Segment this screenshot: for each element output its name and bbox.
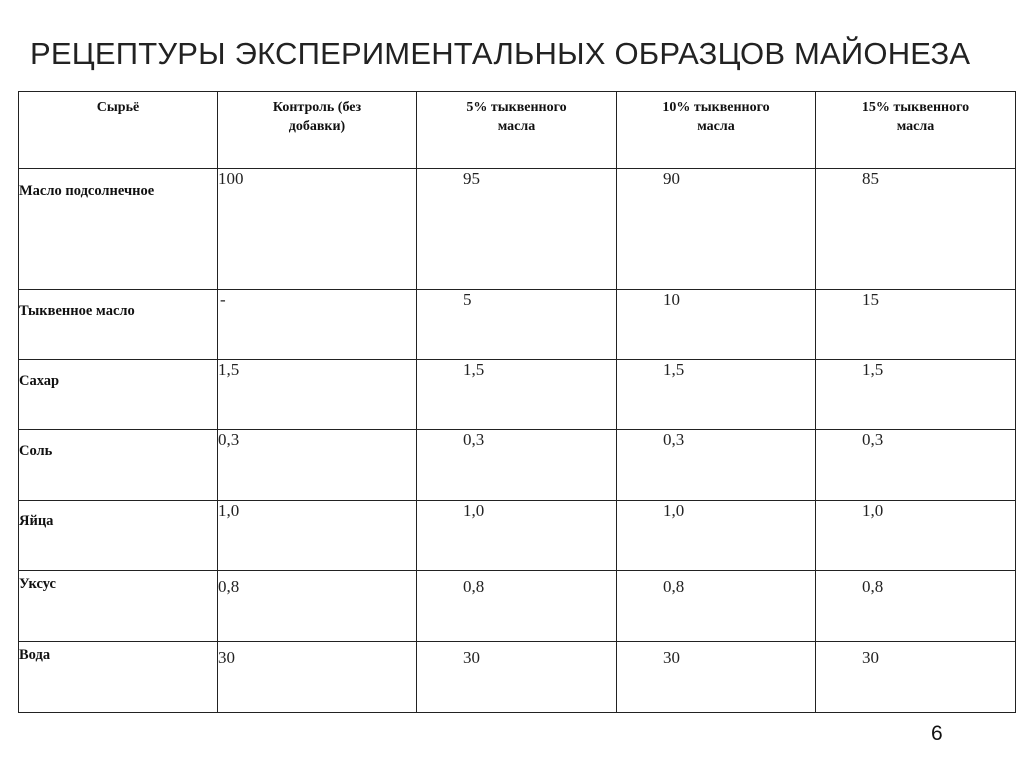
cell-value: 5 xyxy=(417,290,617,360)
cell-value: 0,3 xyxy=(417,430,617,501)
row-label: Соль xyxy=(19,430,218,501)
cell-value: 0,8 xyxy=(617,571,816,642)
cell-value: 1,5 xyxy=(218,360,417,430)
header-cell: 5% тыквенного масла xyxy=(417,92,617,169)
cell-value: - xyxy=(218,290,417,360)
table-row xyxy=(19,169,1016,290)
header-cell: 15% тыквенного масла xyxy=(816,92,1016,169)
cell-value: 85 xyxy=(816,169,1016,290)
row-label: Уксус xyxy=(19,571,218,642)
table-row xyxy=(19,501,1016,571)
recipe-table xyxy=(18,91,1016,713)
row-label: Вода xyxy=(19,642,218,713)
cell-value: 0,3 xyxy=(617,430,816,501)
cell-value: 0,3 xyxy=(816,430,1016,501)
row-label: Яйца xyxy=(19,501,218,571)
cell-value: 1,0 xyxy=(617,501,816,571)
row-label: Сахар xyxy=(19,360,218,430)
cell-value: 1,0 xyxy=(218,501,417,571)
cell-value: 1,5 xyxy=(417,360,617,430)
cell-value: 1,0 xyxy=(816,501,1016,571)
header-row xyxy=(19,92,1016,169)
cell-value: 30 xyxy=(816,642,1016,713)
cell-value: 0,8 xyxy=(816,571,1016,642)
cell-value: 1,5 xyxy=(816,360,1016,430)
cell-value: 90 xyxy=(617,169,816,290)
table-row xyxy=(19,571,1016,642)
cell-value: 10 xyxy=(617,290,816,360)
cell-value: 30 xyxy=(218,642,417,713)
cell-value: 0,8 xyxy=(218,571,417,642)
cell-value: 1,5 xyxy=(617,360,816,430)
table-row xyxy=(19,290,1016,360)
cell-value: 30 xyxy=(417,642,617,713)
header-cell: 10% тыквенного масла xyxy=(617,92,816,169)
table-row xyxy=(19,430,1016,501)
cell-value: 95 xyxy=(417,169,617,290)
slide-title: РЕЦЕПТУРЫ ЭКСПЕРИМЕНТАЛЬНЫХ ОБРАЗЦОВ МАЙОНЕЗА xyxy=(30,36,971,71)
cell-value: 15 xyxy=(816,290,1016,360)
table-row xyxy=(19,360,1016,430)
cell-value: 1,0 xyxy=(417,501,617,571)
cell-value: 0,8 xyxy=(417,571,617,642)
row-label: Тыквенное масло xyxy=(19,290,218,360)
row-label: Масло подсолнечное xyxy=(19,169,218,290)
header-cell: Контроль (без добавки) xyxy=(218,92,417,169)
page-number: 6 xyxy=(931,722,943,745)
cell-value: 30 xyxy=(617,642,816,713)
header-cell: Сырьё xyxy=(19,92,218,169)
table-row xyxy=(19,642,1016,713)
cell-value: 0,3 xyxy=(218,430,417,501)
cell-value: 100 xyxy=(218,169,417,290)
